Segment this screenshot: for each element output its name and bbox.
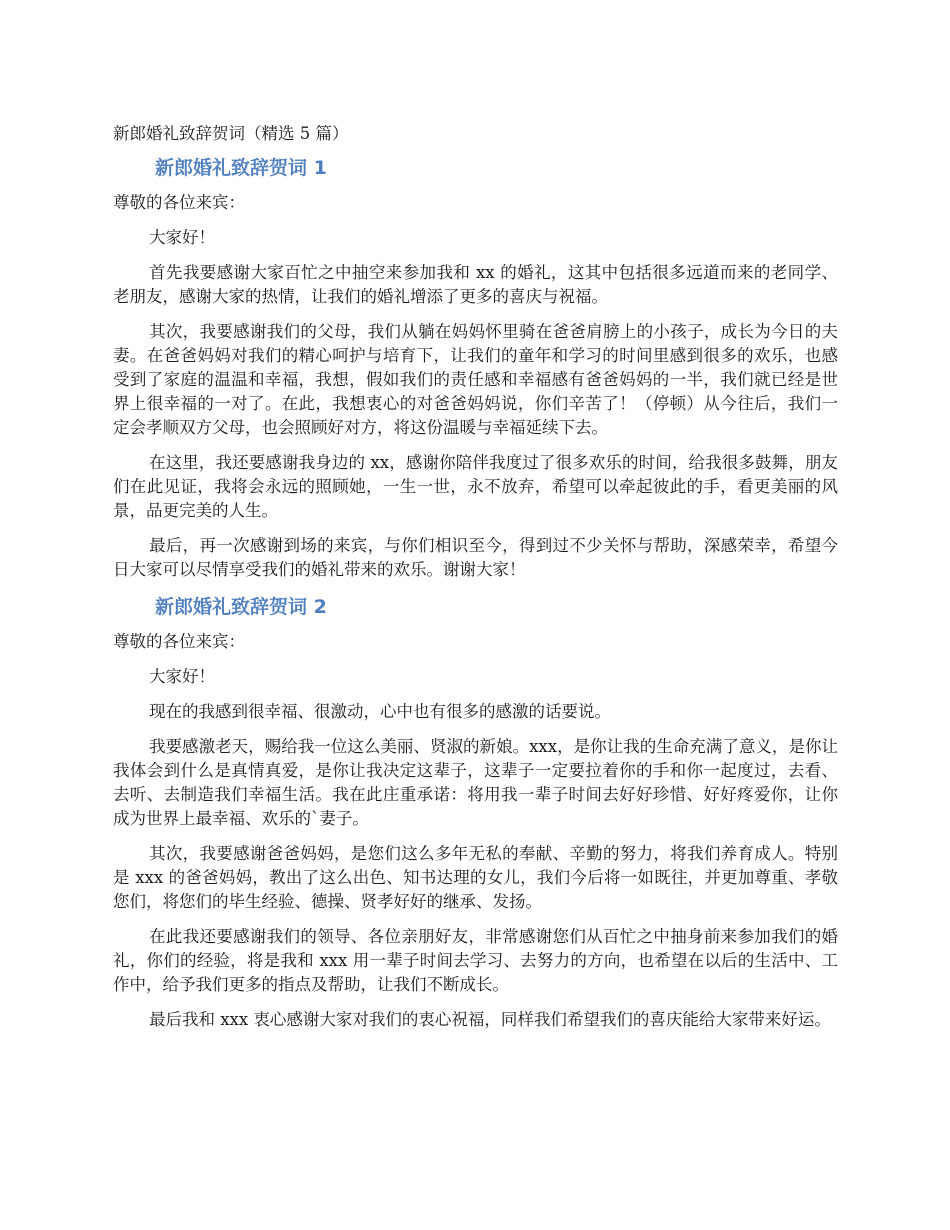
section-2 [113,593,838,1032]
paragraph: 在这里，我还要感谢我身边的 xx，感谢你陪伴我度过了很多欢乐的时间，给我很多鼓舞，朋友们在此见证，我将会永远的照顾她，一生一世，永不放弃，希望可以牵起彼此的手，看更美丽的风景，品更完美的人生。 [113,453,838,520]
paragraph: 我要感激老天，赐给我一位这么美丽、贤淑的新娘。xxx，是你让我的生命充满了意义，是你让我体会到什么是真情真爱，是你让我决定这辈子，这辈子一定要拉着你的手和你一起度过，去看、去听、去制造我们幸福生活。我在此庄重承诺：将用我一辈子时间去好好珍惜、好好疼爱你，让你成为世界上最幸福、欢乐的`妻子。 [113,737,838,828]
section-1 [113,154,838,582]
paragraph: 大家好！ [149,228,215,247]
salutation: 尊敬的各位来宾： [113,193,245,212]
paragraph: 现在的我感到很幸福、很激动，心中也有很多的感激的话要说。 [149,702,611,721]
paragraph: 其次，我要感谢爸爸妈妈，是您们这么多年无私的奉献、辛勤的努力，将我们养育成人。特别是 xxx 的爸爸妈妈，教出了这么出色、知书达理的女儿，我们今后将一如既往，并更加尊重、孝敬您们，将您们的毕生经验、德操、贤孝好好的继承、发扬。 [113,844,838,911]
paragraph: 在此我还要感谢我们的领导、各位亲朋好友，非常感谢您们从百忙之中抽身前来参加我们的婚礼，你们的经验，将是我和 xxx 用一辈子时间去学习、去努力的方向，也希望在以后的生活中、工作中，给予我们更多的指点及帮助，让我们不断成长。 [113,927,838,994]
document-page [113,122,838,1043]
section-heading: 新郎婚礼致辞贺词 2 [155,596,327,618]
section-heading: 新郎婚礼致辞贺词 1 [155,157,327,179]
paragraph: 最后我和 xxx 衷心感谢大家对我们的衷心祝福，同样我们希望我们的喜庆能给大家带来好运。 [149,1010,831,1029]
paragraph: 首先我要感谢大家百忙之中抽空来参加我和 xx 的婚礼，这其中包括很多远道而来的老同学、老朋友，感谢大家的热情，让我们的婚礼增添了更多的喜庆与祝福。 [113,263,838,306]
paragraph: 其次，我要感谢我们的父母，我们从躺在妈妈怀里骑在爸爸肩膀上的小孩子，成长为今日的夫妻。在爸爸妈妈对我们的精心呵护与培育下，让我们的童年和学习的时间里感到很多的欢乐，也感受到了家庭的温温和幸福，我想，假如我们的责任感和幸福感有爸爸妈妈的一半，我们就已经是世界上很幸福的一对了。在此，我想衷心的对爸爸妈妈说，你们辛苦了！（停顿）从今往后，我们一定会孝顺双方父母，也会照顾好对方，将这份温暖与幸福延续下去。 [113,322,838,437]
paragraph: 大家好！ [149,667,215,686]
salutation: 尊敬的各位来宾： [113,632,245,651]
paragraph: 最后，再一次感谢到场的来宾，与你们相识至今，得到过不少关怀与帮助，深感荣幸，希望今日大家可以尽情享受我们的婚礼带来的欢乐。谢谢大家！ [113,536,838,579]
document-title: 新郎婚礼致辞贺词（精选 5 篇） [113,124,349,143]
